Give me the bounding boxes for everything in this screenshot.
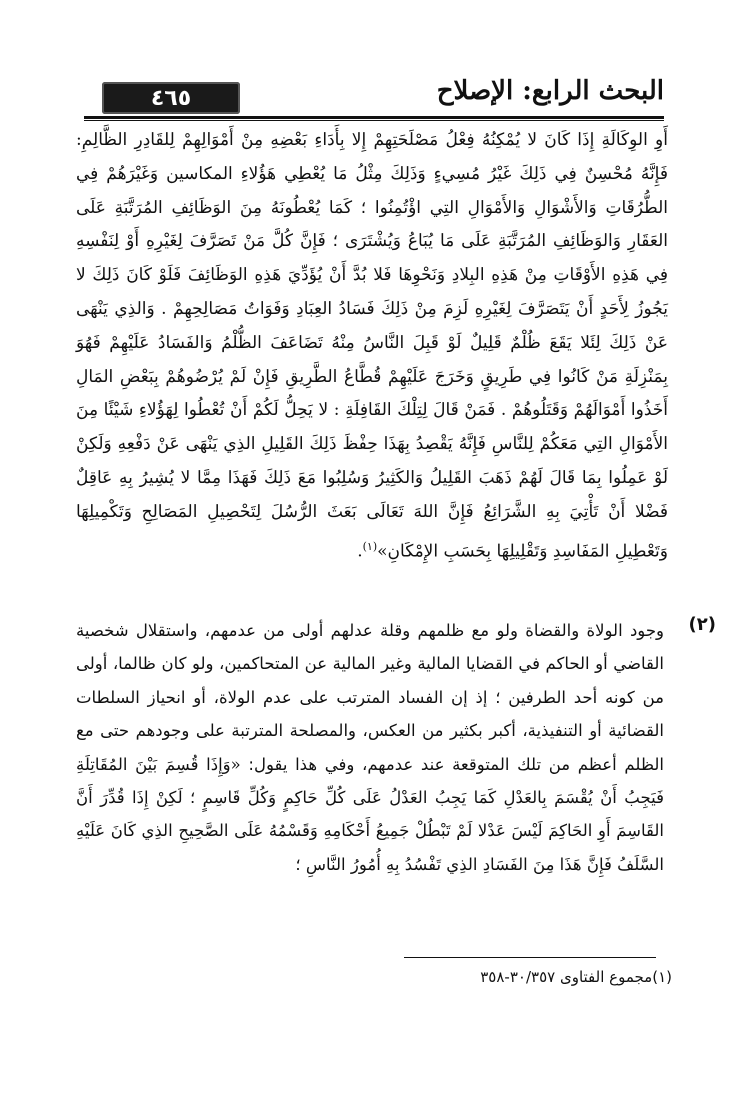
item-number: (٢) <box>688 614 716 635</box>
item-paragraph <box>76 614 664 881</box>
header-divider-thin <box>84 120 664 121</box>
page-header <box>84 76 664 116</box>
footnote-divider <box>404 957 656 958</box>
footnote: (١)مجموع الفتاوى ٣٠/٣٥٧-٣٥٨ <box>480 968 672 986</box>
numbered-item <box>76 614 716 881</box>
book-title: البحث الرابع: الإصلاح <box>436 76 664 106</box>
quote-text: أَوِ الوِكَالَةِ إِذَا كَانَ لا يُمْكِنُهُ فِعْلُ مَصْلَحَتِهِمْ إِلا بِأَدَاءِ بَعْضِهِ مِنْ أَمْوَالِهِمْ لِلقَادِرِ الظَّالِمِ: فَإِنَّهُ مُحْسِنٌ فِي ذَلِكَ غَيْرُ مُسِيءٍ وَذَلِكَ مِثْلُ مَا يُعْطِي هَؤُلاءِ المكاسين وَغَيْرَهُمْ فِي الطُّرُقَاتِ وَالأَشْوَالِ وَالأَمْوَالِ التِي اؤْتُمِنُوا ؛ كَمَا يُعْطُونَهُ مِنَ الوَظَائِفِ المُرَتَّبَةِ عَلَى العَقَارِ وَالوَظَائِفِ المُرَتَّبَةِ عَلَى مَا يُبَاعُ وَيُشْتَرَى ؛ فَإِنَّ كُلَّ مَنْ تَصَرَّفَ لِغَيْرِهِ أَوْ لِنَفْسِهِ فِي هَذِهِ الأَوْقَاتِ مِنْ هَذِهِ البِلادِ وَنَحْوِهَا فَلا بُدَّ أَنْ يُؤَدِّيَ هَذِهِ الوَظَائِفَ فَلَوْ كَانَ ذَلِكَ لا يَجُوزُ لِأَحَدٍ أَنْ يَتَصَرَّفَ لِغَيْرِهِ لَزِمَ مِنْ ذَلِكَ فَسَادُ العِبَادِ وَفَوَاتُ مَصَالِحِهِمْ . وَالذِي يَنْهَى عَنْ ذَلِكَ لِئَلا يَقَعَ ظُلْمٌ قَلِيلٌ لَوْ قَبِلَ النَّاسُ مِنْهُ تَضَاعَفَ الظُّلْمُ وَالفَسَادُ عَلَيْهِمْ فَهُوَ بِمَنْزِلَةِ مَنْ كَانُوا فِي طَرِيقٍ وَخَرَجَ عَلَيْهِمْ قُطَّاعُ الطَّرِيقِ فَإِنْ لَمْ يُرْضُوهُمْ بِبَعْضِ المَالِ أَخَذُوا أَمْوَالَهُمْ وَقَتَلُوهُمْ . فَمَنْ قَالَ لِتِلْكَ القَافِلَةِ : لا يَحِلُّ لَكُمْ أَنْ تُعْطُوا لِهَؤُلاءِ شَيْئًا مِنَ الأَمْوَالِ التِي مَعَكُمْ لِلنَّاسِ فَإِنَّهُ يَقْصِدُ بِهَذَا حِفْظَ ذَلِكَ القَلِيلِ الذِي يَنْهَى عَنْ دَفْعِهِ وَلَكِنْ لَوْ عَمِلُوا بِمَا قَالَ لَهُمْ ذَهَبَ القَلِيلُ وَالكَثِيرُ وَسُلِبُوا مَعَ ذَلِكَ فَهَذَا مِمَّا لا يُشِيرُ بِهِ عَاقِلٌ فَضْلا أَنْ تَأْتِيَ بِهِ الشَّرَائِعُ فَإِنَّ اللهَ تَعَالَى بَعَثَ الرُّسُلَ لِتَحْصِيلِ المَصَالِحِ وَتَكْمِيلِهَا وَتَعْطِيلِ المَفَاسِدِ وَتَقْلِيلِهَا بِحَسَبِ الإِمْكَانِ» <box>76 130 668 562</box>
page-number-badge <box>102 82 240 114</box>
quote-block <box>76 124 668 569</box>
page-number: ٤٦٥ <box>150 85 192 111</box>
header-divider <box>84 116 664 119</box>
quote-paragraph: أَوِ الوِكَالَةِ إِذَا كَانَ لا يُمْكِنُهُ فِعْلُ مَصْلَحَتِهِمْ إِلا بِأَدَاءِ بَعْضِهِ مِنْ أَمْوَالِهِمْ لِلقَادِرِ الظَّالِمِ: فَإِنَّهُ مُحْسِنٌ فِي ذَلِكَ غَيْرُ مُسِيءٍ وَذَلِكَ مِثْلُ مَا يُعْطِي هَؤُلاءِ المكاسين وَغَيْرَهُمْ فِي الطُّرُقَاتِ وَالأَشْوَالِ وَالأَمْوَالِ التِي اؤْتُمِنُوا ؛ كَمَا يُعْطُونَهُ مِنَ الوَظَائِفِ المُرَتَّبَةِ عَلَى العَقَارِ وَالوَظَائِفِ المُرَتَّبَةِ عَلَى مَا يُبَاعُ وَيُشْتَرَى ؛ فَإِنَّ كُلَّ مَنْ تَصَرَّفَ لِغَيْرِهِ أَوْ لِنَفْسِهِ فِي هَذِهِ الأَوْقَاتِ مِنْ هَذِهِ البِلادِ وَنَحْوِهَا فَلا بُدَّ أَنْ يُؤَدِّيَ هَذِهِ الوَظَائِفَ فَلَوْ كَانَ ذَلِكَ لا يَجُوزُ لِأَحَدٍ أَنْ يَتَصَرَّفَ لِغَيْرِهِ لَزِمَ مِنْ ذَلِكَ فَسَادُ العِبَادِ وَفَوَاتُ مَصَالِحِهِمْ . وَالذِي يَنْهَى عَنْ ذَلِكَ لِئَلا يَقَعَ ظُلْمٌ قَلِيلٌ لَوْ قَبِلَ النَّاسُ مِنْهُ تَضَاعَفَ الظُّلْمُ وَالفَسَادُ عَلَيْهِمْ فَهُوَ بِمَنْزِلَةِ مَنْ كَانُوا فِي طَرِيقٍ وَخَرَجَ عَلَيْهِمْ قُطَّاعُ الطَّرِيقِ فَإِنْ لَمْ يُرْضُوهُمْ بِبَعْضِ المَالِ أَخَذُوا أَمْوَالَهُمْ وَقَتَلُوهُمْ . فَمَنْ قَالَ لِتِلْكَ القَافِلَةِ : لا يَحِلُّ لَكُمْ أَنْ تُعْطُوا لِهَؤُلاءِ شَيْئًا مِنَ الأَمْوَالِ التِي مَعَكُمْ لِلنَّاسِ فَإِنَّهُ يَقْصِدُ بِهَذَا حِفْظَ ذَلِكَ القَلِيلِ الذِي يَنْهَى عَنْ دَفْعِهِ وَلَكِنْ لَوْ عَمِلُوا بِمَا قَالَ لَهُمْ ذَهَبَ القَلِيلُ وَالكَثِيرُ وَسُلِبُوا مَعَ ذَلِكَ فَهَذَا مِمَّا لا يُشِيرُ بِهِ عَاقِلٌ فَضْلا أَنْ تَأْتِيَ بِهِ الشَّرَائِعُ فَإِنَّ اللهَ تَعَالَى بَعَثَ الرُّسُلَ لِتَحْصِيلِ المَصَالِحِ وَتَكْمِيلِهَا وَتَعْطِيلِ المَفَاسِدِ وَتَقْلِيلِهَا بِحَسَبِ الإِمْكَانِ»$^{(١)}$. <box>76 130 668 562</box>
item-quoted-text: «وَإِذَا قُسِمَ بَيْنَ المُقَاتِلَةِ فَيَجِبُ أَنْ يُقْسَمَ بِالعَدْلِ كَمَا يَجِبُ العَدْلُ عَلَى كُلِّ حَاكِمٍ وَكُلِّ قَاسِمٍ ؛ لَكِنْ إِذَا قُدِّرَ أَنَّ القَاسِمَ أَوِ الحَاكِمَ لَيْسَ عَدْلا لَمْ تَبْطُلْ جَمِيعُ أَحْكَامِهِ وَقَسْمُهُ عَلَى الصَّحِيحِ الذِي كَانَ عَلَيْهِ السَّلَفُ فَإِنَّ هَذَا مِنَ الفَسَادِ الذِي تَفْسُدُ بِهِ أُمُورُ النَّاسِ ؛ <box>76 754 664 874</box>
item-text: وجود الولاة والقضاة ولو مع ظلمهم وقلة عدلهم أولى من عدمهم، واستقلال شخصية القاضي أو الحاكم في القضايا المالية وغير المالية عن المتحاكمين، ولو كان ظالما، أولى من كونه أحد الطرفين ؛ إذ إن الفساد المترتب على عدم الولاة، أو انحياز السلطات القضائية أو التنفيذية، أكبر بكثير من العكس، والمصلحة المترتبة على وجودهم حتى مع الظلم أعظم من تلك المتوقعة عند عدمهم، وفي هذا يقول: <box>76 621 665 774</box>
footnote-reference: (١) <box>362 539 378 553</box>
